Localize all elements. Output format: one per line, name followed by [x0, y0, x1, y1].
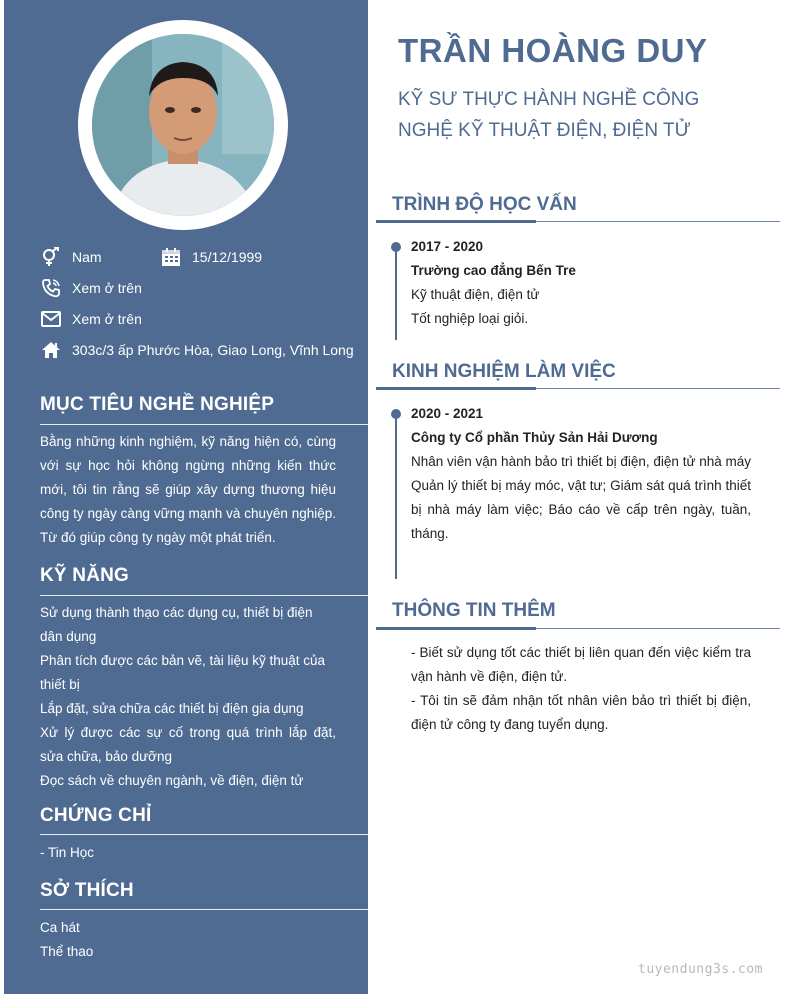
email-value: Xem ở trên	[72, 311, 142, 327]
education-result: Tốt nghiệp loại giỏi.	[411, 311, 529, 326]
experience-company: Công ty Cổ phần Thủy Sản Hải Dương	[411, 430, 658, 445]
address-value: 303c/3 ấp Phước Hòa, Giao Long, Vĩnh Long	[72, 342, 354, 358]
experience-period: 2020 - 2021	[411, 406, 484, 421]
email-icon	[40, 308, 62, 330]
gender-value: Nam	[72, 249, 102, 265]
timeline-line	[395, 248, 397, 340]
education-entry	[411, 235, 751, 331]
candidate-name: TRẦN HOÀNG DUY	[398, 32, 708, 69]
skill-item: Phân tích được các bản vẽ, tài liệu kỹ thuật của thiết bị	[40, 653, 326, 692]
skill-item: Xử lý được các sự cố trong quá trình lắp đặt, sửa chữa, bảo dưỡng	[40, 725, 336, 764]
sidebar	[4, 0, 368, 994]
education-major: Kỹ thuật điện, điện tử	[411, 287, 540, 302]
timeline-line	[395, 415, 397, 579]
experience-title: KINH NGHIỆM LÀM VIỆC	[392, 361, 616, 382]
education-divider-accent	[376, 220, 536, 223]
phone-row	[40, 277, 142, 299]
certificates-title: CHỨNG CHỈ	[40, 805, 152, 826]
education-title: TRÌNH ĐỘ HỌC VẤN	[392, 194, 577, 215]
additional-line: - Tôi tin sẽ đảm nhận tốt nhân viên bảo trì thiết bị điện, điện tử công ty đang tuyển dụng.	[411, 693, 751, 732]
watermark: tuyendung3s.com	[638, 962, 763, 977]
hobbies-list	[40, 916, 336, 964]
phone-value: Xem ở trên	[72, 280, 142, 296]
hobbies-divider	[40, 909, 368, 910]
address-row	[40, 339, 354, 361]
certificate-item: - Tin Học	[40, 845, 95, 860]
hobby-item: Thể thao	[40, 944, 94, 959]
skills-divider	[40, 595, 368, 596]
objective-divider	[40, 424, 368, 425]
additional-line: - Biết sử dụng tốt các thiết bị liên quan đến việc kiểm tra vận hành về điện, điện tử.	[411, 645, 751, 684]
phone-icon	[40, 277, 62, 299]
skills-title: KỸ NĂNG	[40, 565, 130, 586]
experience-duties: Quản lý thiết bị máy móc, vật tư; Giám sát quá trình thiết bị nhà máy làm việc; Báo cáo về cấp trên ngày, tuần, tháng.	[411, 478, 751, 541]
avatar	[92, 34, 274, 216]
experience-divider-accent	[376, 387, 536, 390]
gender-icon	[40, 246, 62, 268]
certificates-divider	[40, 834, 368, 835]
skills-list	[40, 601, 336, 793]
hobby-item: Ca hát	[40, 920, 80, 935]
calendar-icon	[160, 246, 182, 268]
education-period: 2017 - 2020	[411, 239, 484, 254]
skill-item: Lắp đặt, sửa chữa các thiết bị điện gia dụng	[40, 701, 304, 716]
email-row	[40, 308, 142, 330]
experience-entry	[411, 402, 751, 546]
gender-row	[40, 246, 102, 268]
experience-role: Nhân viên vận hành bảo trì thiết bị điện, điện tử nhà máy	[411, 454, 752, 469]
objective-title: MỤC TIÊU NGHỀ NGHIỆP	[40, 394, 275, 415]
job-title-line-2: NGHỆ KỸ THUẬT ĐIỆN, ĐIỆN TỬ	[398, 120, 691, 141]
additional-divider-accent	[376, 627, 536, 630]
home-icon	[40, 339, 62, 361]
objective-text: Bằng những kinh nghiệm, kỹ năng hiện có, cùng với sự học hỏi không ngừng những kiến thức mới, tôi tin rằng sẽ giúp xây dựng thương hiệu công ty ngày càng vững mạnh và chuyên nghiệp. Từ đó giúp công ty ngày một phát triển.	[40, 434, 336, 545]
birthday-row	[160, 246, 262, 268]
additional-title: THÔNG TIN THÊM	[392, 600, 556, 621]
job-title-line-1: KỸ SƯ THỰC HÀNH NGHỀ CÔNG	[398, 89, 700, 110]
avatar-frame	[78, 20, 288, 230]
skill-item: Sử dụng thành thạo các dụng cụ, thiết bị điện dân dụng	[40, 605, 313, 644]
birthday-value: 15/12/1999	[192, 249, 263, 265]
skill-item: Đọc sách về chuyên ngành, về điện, điện tử	[40, 773, 304, 788]
education-school: Trường cao đẳng Bến Tre	[411, 263, 576, 278]
avatar-photo	[92, 34, 274, 216]
additional-info	[411, 641, 751, 737]
hobbies-title: SỞ THÍCH	[40, 880, 134, 901]
job-title	[398, 84, 768, 146]
